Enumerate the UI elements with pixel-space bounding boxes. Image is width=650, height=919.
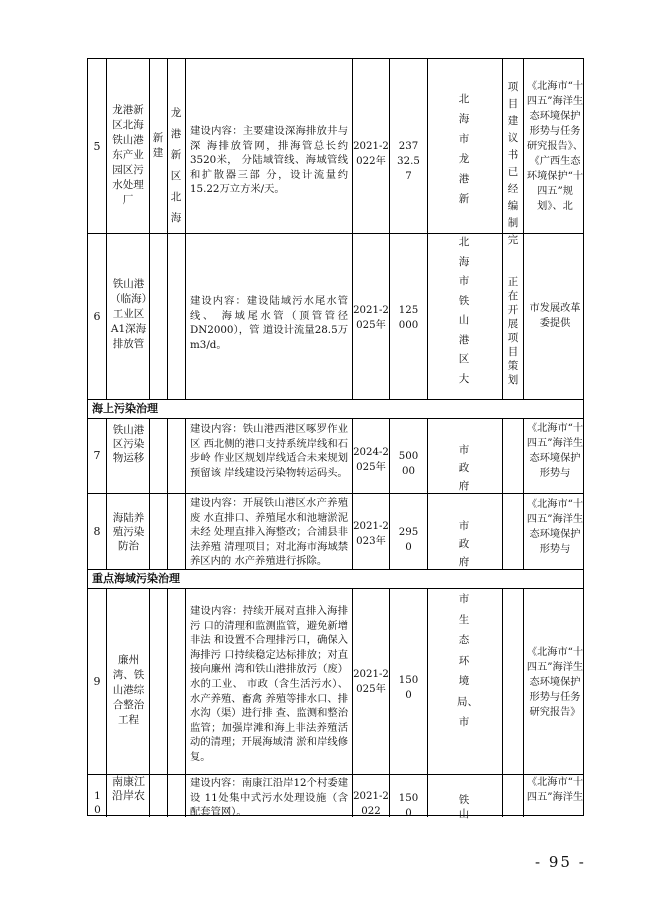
project-table — [87, 58, 584, 820]
project-name: 铁山港区污染物运移 — [112, 424, 145, 464]
project-content: 建设内容：主要建设深海排放井与深 海排放管网，排海管总长约3520米， 分陆域管线、海域管线和扩散器三部 分，设计流量约15.22万立方米/天。 — [190, 125, 348, 196]
responsible-unit: 市政府 — [458, 520, 470, 568]
planning-basis: 《北海市“十四五”海洋生态环境保护形势与 — [526, 499, 584, 555]
project-name: 廉州湾、铁山港综合整治工程 — [112, 654, 145, 726]
construction-period: 2021-2022年 — [353, 141, 389, 167]
project-content: 建设内容：持续开展对直排入海排污 口的清理和监测监管，避免新增非法 和设置不合理排污口，确保入海排污 口持续稳定达标排放；对直接向廉州 湾和铁山港排放污（废）水的工业、 市政（含生活污水）、水产养殖、畜禽 养殖等排水口、排水沟（渠）进行排 查、监测和整治监管；加强岸滩和海上非法养殖活动的清理；开展海域清 淤和岸线修复。 — [190, 605, 348, 763]
section-heading: 海上污染治理 — [92, 402, 158, 415]
progress-status: 项目建议书已经编制完 — [507, 81, 519, 246]
section-heading: 重点海域污染治理 — [92, 572, 180, 585]
progress-status: 正在开展项目策划 — [507, 276, 519, 386]
planning-basis: 《北海市“十四五”海洋生态环境保护形势与 — [526, 423, 584, 479]
planning-basis: 《北海市“十四五”海洋生态环境保护形势与任务研究报告》、《广西生态环境保护“十四五”规划》、北 — [526, 81, 584, 212]
construction-period: 2021-2025年 — [353, 669, 389, 695]
investment-amount: 125000 — [398, 305, 419, 331]
responsible-unit: 北海市铁山港区大 — [458, 236, 470, 385]
project-content: 建设内容：铁山港西港区啄罗作业区 西北侧的港口支持系统岸线和石步岭 作业区规划岸线适合未来规划预留该 岸线建设污染物转运码头。 — [190, 423, 348, 479]
project-name: 南康江沿岸农 — [112, 775, 145, 802]
row-number: 7 — [93, 449, 101, 462]
row-number: 10 — [94, 790, 101, 816]
project-content: 建设内容：建设陆域污水尾水管线、 海域尾水管（顶管管径DN2000），管 道设计流量28.5万m3/d。 — [190, 295, 348, 351]
planning-basis: 《北海市“十四五”海洋生态环境保护形势与任务研究报告》 — [526, 647, 584, 718]
investment-amount: 1500 — [398, 675, 419, 701]
investment-amount: 2950 — [398, 527, 419, 553]
project-name: 龙港新区北海铁山港东产业园区污水处理厂 — [112, 104, 144, 206]
page-number: - 95 - — [535, 853, 586, 871]
row-number: 9 — [93, 674, 101, 688]
build-type: 新建 — [152, 132, 164, 159]
investment-amount: 1500 — [398, 793, 419, 819]
planning-basis: 《北海市“十四五”海洋生 — [526, 777, 584, 803]
responsible-unit: 铁山 — [458, 794, 470, 820]
row-number: 6 — [93, 309, 101, 323]
project-content: 建设内容：南康江沿岸12个村委建设 11处集中式污水处理设施（含配套管网）。 — [190, 777, 348, 819]
responsible-unit: 市生态环境局、市 — [457, 593, 478, 728]
row-number: 5 — [93, 139, 101, 153]
investment-amount: 50000 — [398, 451, 419, 477]
planning-basis: 市发展改革委提供 — [529, 303, 581, 329]
construction-period: 2021-2023年 — [353, 521, 389, 547]
construction-period: 2021-2025年 — [353, 305, 389, 331]
project-name: 铁山港（临海）工业区A1深海排放管 — [110, 278, 147, 350]
construction-period: 2024-2025年 — [353, 447, 389, 473]
project-location: 龙港新区北海 — [170, 107, 182, 224]
responsible-unit: 市政府 — [458, 444, 470, 492]
construction-period: 2021-2022 — [353, 791, 389, 817]
project-name: 海陆养殖污染防治 — [112, 512, 145, 552]
row-number: 8 — [93, 524, 101, 538]
investment-amount: 23732.57 — [397, 141, 420, 182]
responsible-unit: 北海市龙港新 — [458, 93, 470, 205]
project-content: 建设内容：开展铁山港区水产养殖废 水直排口、养殖尾水和池塘淤泥未经 处理直排入海整改；合浦县非法养殖 清理项目；对北海市海域禁养区内的 水产养殖进行拆除。 — [190, 497, 348, 568]
